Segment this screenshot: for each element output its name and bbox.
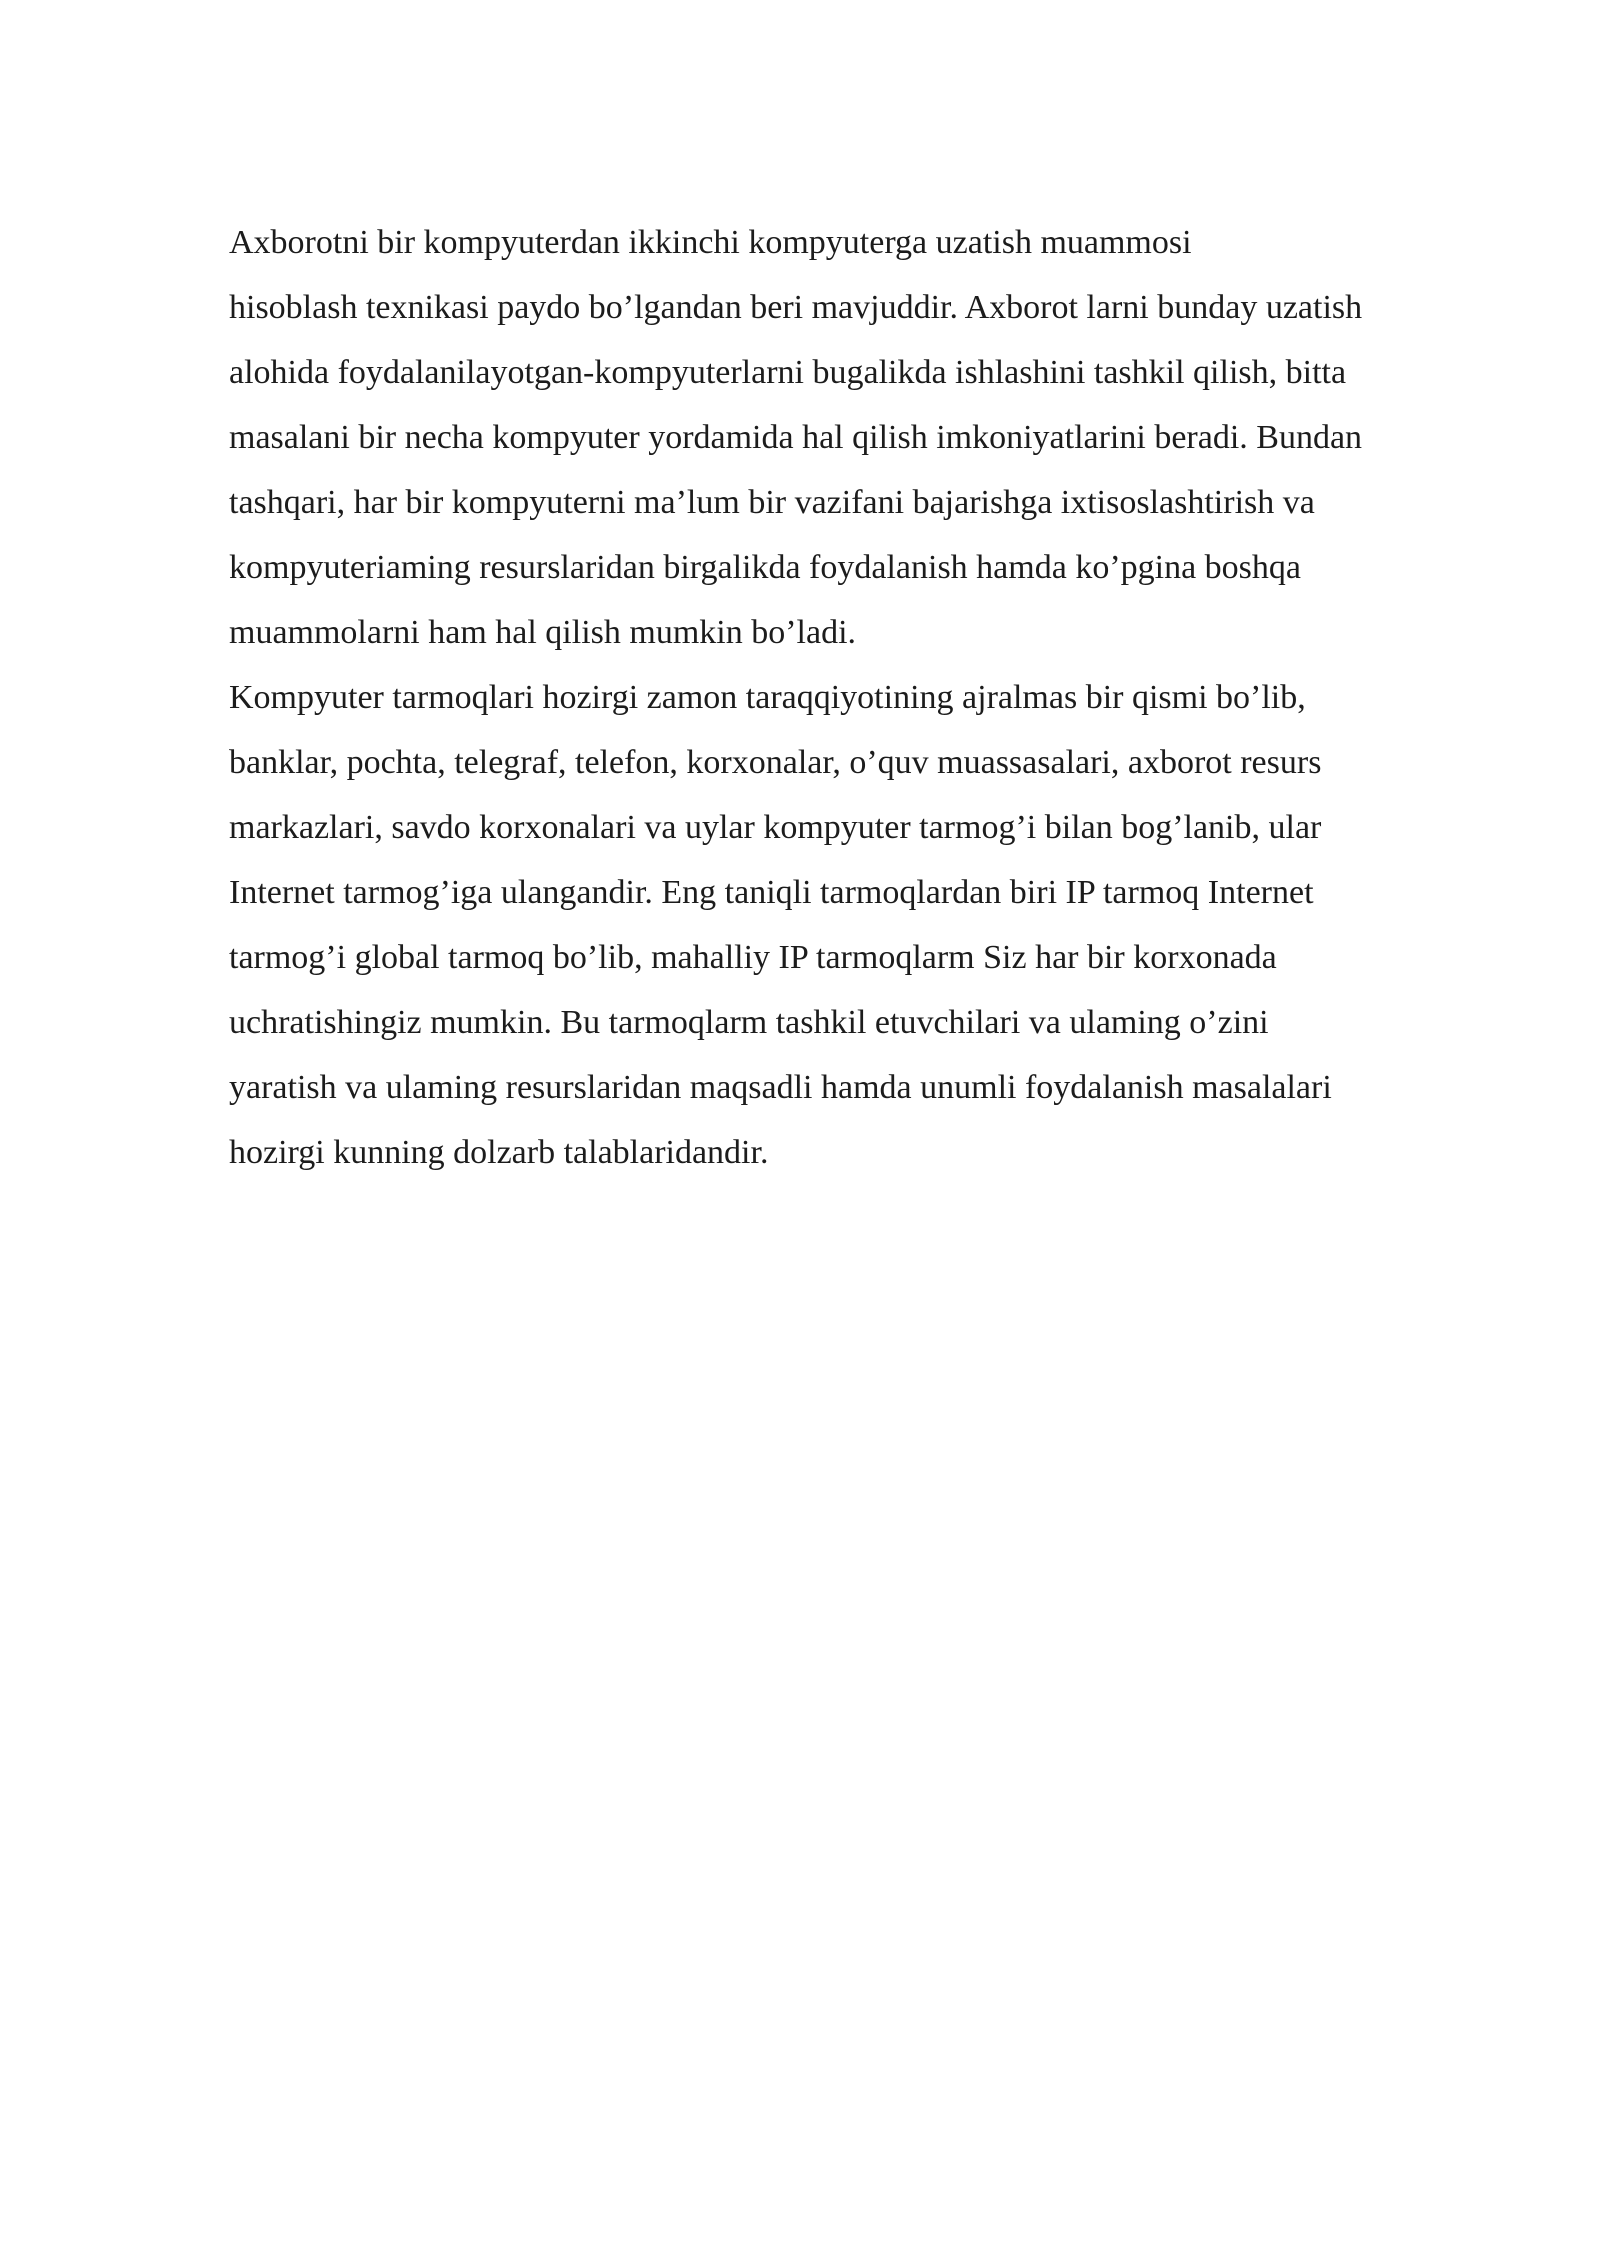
text-line: hisoblash texnikasi paydo bo’lgandan beri mavjuddir. Axborot larni bunday uzatish: [229, 289, 1363, 326]
text-line: masalani bir necha kompyuter yordamida hal qilish imkoniyatlarini beradi. Bundan: [229, 419, 1363, 456]
text-line: uchratishingiz mumkin. Bu tarmoqlarm tashkil etuvchilari va ulaming o’zini: [229, 1004, 1269, 1041]
text-line: hozirgi kunning dolzarb talablaridandir.: [229, 1134, 769, 1171]
text-line: banklar, pochta, telegraf, telefon, korxonalar, o’quv muassasalari, axborot resurs: [229, 744, 1322, 781]
document-body: [229, 210, 1529, 1185]
text-line: Axborotni bir kompyuterdan ikkinchi kompyuterga uzatish muammosi: [229, 224, 1192, 261]
text-line: yaratish va ulaming resurslaridan maqsadli hamda unumli foydalanish masalalari: [229, 1069, 1332, 1106]
text-line: kompyuteriaming resurslaridan birgalikda foydalanish hamda ko’pgina boshqa: [229, 549, 1301, 586]
text-line: Kompyuter tarmoqlari hozirgi zamon taraqqiyotining ajralmas bir qismi bo’lib,: [229, 679, 1306, 716]
text-line: Internet tarmog’iga ulangandir. Eng taniqli tarmoqlardan biri IP tarmoq Internet: [229, 874, 1314, 911]
text-line: tashqari, har bir kompyuterni ma’lum bir vazifani bajarishga ixtisoslashtirish va: [229, 484, 1315, 521]
text-line: tarmog’i global tarmoq bo’lib, mahalliy IP tarmoqlarm Siz har bir korxonada: [229, 939, 1277, 976]
text-line: muammolarni ham hal qilish mumkin bo’ladi.: [229, 614, 857, 651]
text-line: alohida foydalanilayotgan-kompyuterlarni bugalikda ishlashini tashkil qilish, bitta: [229, 354, 1347, 391]
text-line: markazlari, savdo korxonalari va uylar kompyuter tarmog’i bilan bog’lanib, ular: [229, 809, 1322, 846]
